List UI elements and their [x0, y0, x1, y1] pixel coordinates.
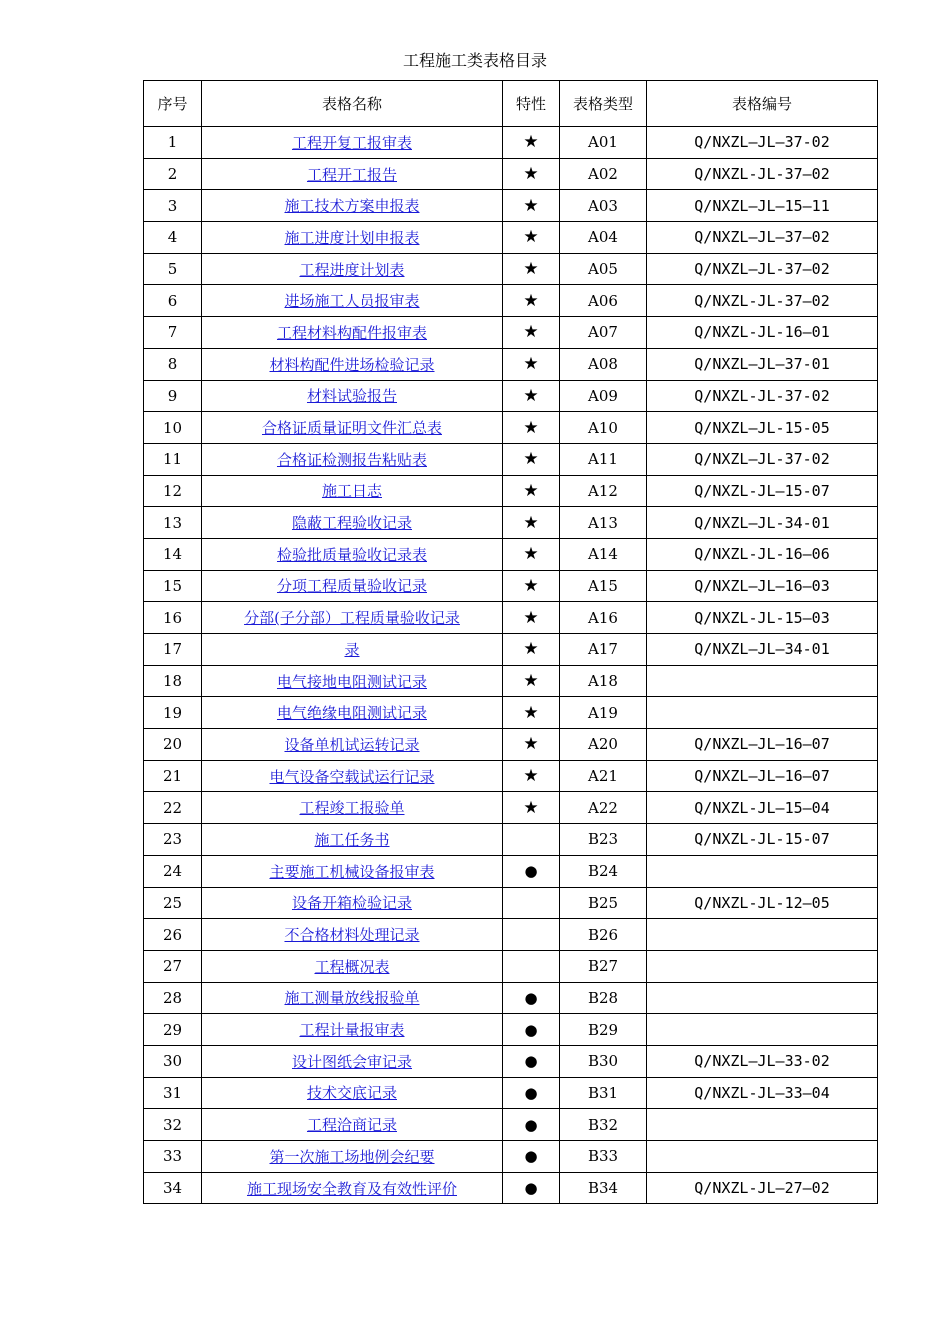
row-number: 6	[144, 285, 202, 317]
feature-cell	[503, 380, 560, 412]
form-name-link[interactable]: 工程开复工报审表	[291, 133, 412, 152]
feature-cell	[503, 760, 560, 792]
form-name-cell	[202, 1014, 503, 1046]
form-name-link[interactable]: 设计图纸会审记录	[291, 1052, 412, 1071]
form-name-cell	[202, 570, 503, 602]
form-name-link[interactable]: 主要施工机械设备报审表	[269, 862, 435, 881]
form-name-cell	[202, 285, 503, 317]
table-row	[144, 792, 878, 824]
form-name-cell	[202, 824, 503, 856]
table-row	[144, 855, 878, 887]
form-type-cell: A20	[560, 729, 647, 761]
star-mark-icon: ★	[523, 417, 539, 438]
form-name-link[interactable]: 施工进度计划申报表	[284, 228, 420, 247]
table-row	[144, 1045, 878, 1077]
header-no: 序号	[144, 81, 202, 127]
row-number: 30	[144, 1045, 202, 1077]
row-number: 8	[144, 348, 202, 380]
feature-cell	[503, 919, 560, 951]
page-title: 工程施工类表格目录	[402, 51, 547, 70]
form-name-link[interactable]: 进场施工人员报审表	[284, 292, 420, 311]
table-row	[144, 538, 878, 570]
form-code-cell: Q/NXZL-JL-37-02	[647, 380, 878, 412]
row-number: 24	[144, 855, 202, 887]
feature-cell	[503, 507, 560, 539]
form-code-cell: Q/NXZL—JL—37-02	[647, 127, 878, 159]
table-row	[144, 1172, 878, 1204]
form-name-cell	[202, 127, 503, 159]
table-row	[144, 1141, 878, 1173]
form-code-cell: Q/NXZL-JL—15—04	[647, 792, 878, 824]
table-row	[144, 443, 878, 475]
form-name-link[interactable]: 工程竣工报验单	[299, 799, 405, 818]
row-number: 22	[144, 792, 202, 824]
feature-cell	[503, 887, 560, 919]
feature-cell	[503, 665, 560, 697]
row-number: 32	[144, 1109, 202, 1141]
row-number: 33	[144, 1141, 202, 1173]
form-type-cell: B33	[560, 1141, 647, 1173]
circle-mark-icon: ●	[524, 1115, 538, 1134]
form-name-cell	[202, 982, 503, 1014]
table-row	[144, 1014, 878, 1046]
feature-cell	[503, 253, 560, 285]
circle-mark-icon: ●	[524, 988, 538, 1007]
row-number: 26	[144, 919, 202, 951]
star-mark-icon: ★	[523, 322, 539, 343]
circle-mark-icon: ●	[524, 1083, 538, 1102]
form-name-link[interactable]: 工程概况表	[314, 957, 390, 976]
feature-cell	[503, 158, 560, 190]
star-mark-icon: ★	[523, 607, 539, 628]
star-mark-icon: ★	[523, 354, 539, 375]
star-mark-icon: ★	[523, 512, 539, 533]
form-name-link[interactable]: 材料试验报告	[306, 387, 397, 406]
form-name-cell	[202, 855, 503, 887]
row-number: 10	[144, 412, 202, 444]
header-feature: 特性	[503, 81, 560, 127]
star-mark-icon: ★	[523, 671, 539, 692]
form-code-cell: Q/NXZL—JL—37—02	[647, 222, 878, 254]
table-row	[144, 222, 878, 254]
form-type-cell: A22	[560, 792, 647, 824]
form-name-cell	[202, 792, 503, 824]
form-code-cell: Q/NXZL—JL-34-01	[647, 507, 878, 539]
star-mark-icon: ★	[523, 544, 539, 565]
feature-cell	[503, 317, 560, 349]
feature-cell	[503, 824, 560, 856]
feature-cell	[503, 222, 560, 254]
row-number: 28	[144, 982, 202, 1014]
row-number: 9	[144, 380, 202, 412]
circle-mark-icon: ●	[524, 1147, 538, 1166]
table-row	[144, 475, 878, 507]
table-row	[144, 1109, 878, 1141]
star-mark-icon: ★	[523, 195, 539, 216]
table-row	[144, 507, 878, 539]
feature-cell	[503, 602, 560, 634]
form-name-link[interactable]: 检验批质量验收记录表	[276, 545, 427, 564]
feature-cell	[503, 475, 560, 507]
form-name-link[interactable]: 录	[344, 640, 360, 659]
form-code-cell: Q/NXZL—JL-37—02	[647, 253, 878, 285]
form-code-cell	[647, 982, 878, 1014]
row-number: 34	[144, 1172, 202, 1204]
form-name-link[interactable]: 电气接地电阻测试记录	[276, 672, 427, 691]
form-name-cell	[202, 348, 503, 380]
form-type-cell: B29	[560, 1014, 647, 1046]
form-name-link[interactable]: 施工技术方案申报表	[284, 197, 420, 216]
table-row	[144, 950, 878, 982]
form-type-cell: B27	[560, 950, 647, 982]
form-type-cell: A16	[560, 602, 647, 634]
table-row	[144, 697, 878, 729]
form-type-cell: B26	[560, 919, 647, 951]
row-number: 17	[144, 634, 202, 666]
row-number: 14	[144, 538, 202, 570]
form-name-link[interactable]: 技术交底记录	[306, 1084, 397, 1103]
form-name-link[interactable]: 材料构配件进场检验记录	[269, 355, 435, 374]
table-row	[144, 824, 878, 856]
table-row	[144, 729, 878, 761]
feature-cell	[503, 538, 560, 570]
table-row	[144, 253, 878, 285]
feature-cell	[503, 190, 560, 222]
form-code-cell: Q/NXZL-JL-37—02	[647, 158, 878, 190]
star-mark-icon: ★	[523, 385, 539, 406]
form-name-link[interactable]: 分项工程质量验收记录	[276, 577, 427, 596]
feature-cell	[503, 443, 560, 475]
feature-cell	[503, 285, 560, 317]
circle-mark-icon: ●	[524, 1020, 538, 1039]
form-name-link[interactable]: 电气绝缘电阻测试记录	[276, 704, 427, 723]
form-name-cell	[202, 919, 503, 951]
form-name-link[interactable]: 不合格材料处理记录	[284, 926, 420, 945]
form-name-cell	[202, 1109, 503, 1141]
form-name-link[interactable]: 设备开箱检验记录	[291, 894, 412, 913]
form-name-link[interactable]: 工程洽商记录	[306, 1116, 397, 1135]
form-name-cell	[202, 538, 503, 570]
circle-mark-icon: ●	[524, 862, 538, 881]
form-code-cell: Q/NXZL-JL-15-07	[647, 824, 878, 856]
form-code-cell: Q/NXZL-JL-15—03	[647, 602, 878, 634]
form-type-cell: A02	[560, 158, 647, 190]
table-row	[144, 348, 878, 380]
form-code-cell	[647, 855, 878, 887]
feature-cell	[503, 950, 560, 982]
form-name-link[interactable]: 施工测量放线报验单	[284, 989, 420, 1008]
table-row	[144, 982, 878, 1014]
star-mark-icon: ★	[523, 575, 539, 596]
feature-cell	[503, 1014, 560, 1046]
table-header-row	[144, 81, 878, 127]
form-type-cell: A05	[560, 253, 647, 285]
row-number: 12	[144, 475, 202, 507]
form-name-link[interactable]: 施工现场安全教育及有效性评价	[246, 1179, 457, 1198]
form-code-cell: Q/NXZL-JL—33—04	[647, 1077, 878, 1109]
form-code-cell: Q/NXZL—JL—37-01	[647, 348, 878, 380]
star-mark-icon: ★	[523, 702, 539, 723]
table-row	[144, 127, 878, 159]
form-name-cell	[202, 412, 503, 444]
form-type-cell: A07	[560, 317, 647, 349]
circle-mark-icon: ●	[524, 1052, 538, 1071]
form-catalog-table	[143, 80, 878, 1204]
form-name-cell	[202, 729, 503, 761]
feature-cell	[503, 792, 560, 824]
form-type-cell: A19	[560, 697, 647, 729]
row-number: 1	[144, 127, 202, 159]
form-code-cell: Q/NXZL-JL-37—02	[647, 285, 878, 317]
form-code-cell	[647, 950, 878, 982]
form-name-cell	[202, 1141, 503, 1173]
header-name: 表格名称	[202, 81, 503, 127]
table-row	[144, 919, 878, 951]
form-type-cell: A21	[560, 760, 647, 792]
table-row	[144, 158, 878, 190]
form-code-cell: Q/NXZL—JL-37-02	[647, 443, 878, 475]
form-name-cell	[202, 697, 503, 729]
feature-cell	[503, 729, 560, 761]
form-name-cell	[202, 602, 503, 634]
form-code-cell: Q/NXZL—JL-15-05	[647, 412, 878, 444]
row-number: 25	[144, 887, 202, 919]
form-type-cell: A17	[560, 634, 647, 666]
form-type-cell: B25	[560, 887, 647, 919]
feature-cell	[503, 127, 560, 159]
form-type-cell: A18	[560, 665, 647, 697]
form-name-cell	[202, 760, 503, 792]
feature-cell	[503, 1045, 560, 1077]
form-code-cell: Q/NXZL—JL—16—07	[647, 760, 878, 792]
feature-cell	[503, 348, 560, 380]
form-code-cell: Q/NXZL-JL-16—06	[647, 538, 878, 570]
row-number: 5	[144, 253, 202, 285]
table-row	[144, 602, 878, 634]
form-type-cell: B30	[560, 1045, 647, 1077]
star-mark-icon: ★	[523, 480, 539, 501]
form-name-cell	[202, 222, 503, 254]
form-name-link[interactable]: 分部(子分部）工程质量验收记录	[244, 609, 460, 628]
form-type-cell: A12	[560, 475, 647, 507]
form-type-cell: A03	[560, 190, 647, 222]
form-type-cell: B28	[560, 982, 647, 1014]
form-type-cell: A14	[560, 538, 647, 570]
form-code-cell: Q/NXZL-JL—27—02	[647, 1172, 878, 1204]
row-number: 18	[144, 665, 202, 697]
form-name-cell	[202, 443, 503, 475]
form-name-link[interactable]: 工程进度计划表	[299, 260, 405, 279]
row-number: 11	[144, 443, 202, 475]
form-name-link[interactable]: 第一次施工场地例会纪要	[269, 1147, 435, 1166]
row-number: 20	[144, 729, 202, 761]
table-row	[144, 634, 878, 666]
row-number: 7	[144, 317, 202, 349]
form-type-cell: A01	[560, 127, 647, 159]
row-number: 15	[144, 570, 202, 602]
form-name-cell	[202, 1172, 503, 1204]
star-mark-icon: ★	[523, 259, 539, 280]
feature-cell	[503, 1109, 560, 1141]
form-type-cell: A11	[560, 443, 647, 475]
table-row	[144, 317, 878, 349]
form-name-cell	[202, 507, 503, 539]
table-row	[144, 570, 878, 602]
table-row	[144, 412, 878, 444]
form-code-cell: Q/NXZL—JL—16—07	[647, 729, 878, 761]
form-type-cell: A09	[560, 380, 647, 412]
star-mark-icon: ★	[523, 766, 539, 787]
table-row	[144, 665, 878, 697]
table-row	[144, 380, 878, 412]
form-code-cell: Q/NXZL-JL—15-07	[647, 475, 878, 507]
table-row	[144, 285, 878, 317]
row-number: 13	[144, 507, 202, 539]
star-mark-icon: ★	[523, 132, 539, 153]
form-code-cell: Q/NXZL-JL-16—01	[647, 317, 878, 349]
feature-cell	[503, 412, 560, 444]
star-mark-icon: ★	[523, 734, 539, 755]
form-code-cell: Q/NXZL-JL-12—05	[647, 887, 878, 919]
feature-cell	[503, 697, 560, 729]
form-name-cell	[202, 665, 503, 697]
row-number: 29	[144, 1014, 202, 1046]
form-type-cell: A10	[560, 412, 647, 444]
row-number: 27	[144, 950, 202, 982]
star-mark-icon: ★	[523, 797, 539, 818]
form-code-cell: Q/NXZL—JL—33-02	[647, 1045, 878, 1077]
row-number: 23	[144, 824, 202, 856]
form-name-cell	[202, 317, 503, 349]
table-row	[144, 190, 878, 222]
form-name-link[interactable]: 合格证检测报告粘贴表	[276, 450, 427, 469]
form-name-cell	[202, 1077, 503, 1109]
form-type-cell: B24	[560, 855, 647, 887]
feature-cell	[503, 855, 560, 887]
form-name-link[interactable]: 设备单机试运转记录	[284, 735, 420, 754]
feature-cell	[503, 1141, 560, 1173]
form-name-link[interactable]: 施工日志	[321, 482, 382, 501]
form-type-cell: A15	[560, 570, 647, 602]
form-name-cell	[202, 887, 503, 919]
feature-cell	[503, 634, 560, 666]
form-name-cell	[202, 253, 503, 285]
form-name-link[interactable]: 工程材料构配件报审表	[276, 323, 427, 342]
form-type-cell: A13	[560, 507, 647, 539]
form-code-cell	[647, 1141, 878, 1173]
form-name-link[interactable]: 隐蔽工程验收记录	[291, 514, 412, 533]
star-mark-icon: ★	[523, 290, 539, 311]
star-mark-icon: ★	[523, 164, 539, 185]
row-number: 21	[144, 760, 202, 792]
form-name-cell	[202, 190, 503, 222]
row-number: 16	[144, 602, 202, 634]
header-code: 表格编号	[647, 81, 878, 127]
form-name-link[interactable]: 工程计量报审表	[299, 1021, 405, 1040]
form-code-cell	[647, 1014, 878, 1046]
form-type-cell: A04	[560, 222, 647, 254]
row-number: 2	[144, 158, 202, 190]
form-type-cell: B34	[560, 1172, 647, 1204]
form-code-cell	[647, 1109, 878, 1141]
row-number: 3	[144, 190, 202, 222]
header-type: 表格类型	[560, 81, 647, 127]
form-code-cell	[647, 919, 878, 951]
form-code-cell: Q/NXZL—JL—34-01	[647, 634, 878, 666]
star-mark-icon: ★	[523, 227, 539, 248]
form-name-cell	[202, 950, 503, 982]
form-name-cell	[202, 634, 503, 666]
row-number: 19	[144, 697, 202, 729]
feature-cell	[503, 1172, 560, 1204]
form-type-cell: A06	[560, 285, 647, 317]
form-name-link[interactable]: 工程开工报告	[306, 165, 397, 184]
form-code-cell: Q/NXZL—JL—16—03	[647, 570, 878, 602]
form-name-link[interactable]: 合格证质量证明文件汇总表	[261, 419, 442, 438]
form-name-cell	[202, 475, 503, 507]
row-number: 31	[144, 1077, 202, 1109]
form-type-cell: B32	[560, 1109, 647, 1141]
form-name-link[interactable]: 施工任务书	[314, 830, 390, 849]
feature-cell	[503, 982, 560, 1014]
table-row	[144, 1077, 878, 1109]
form-name-cell	[202, 158, 503, 190]
form-name-cell	[202, 1045, 503, 1077]
form-type-cell: B23	[560, 824, 647, 856]
form-name-link[interactable]: 电气设备空载试运行记录	[269, 767, 435, 786]
form-name-cell	[202, 380, 503, 412]
feature-cell	[503, 1077, 560, 1109]
star-mark-icon: ★	[523, 449, 539, 470]
form-code-cell	[647, 697, 878, 729]
table-row	[144, 760, 878, 792]
row-number: 4	[144, 222, 202, 254]
circle-mark-icon: ●	[524, 1179, 538, 1198]
form-type-cell: A08	[560, 348, 647, 380]
table-row	[144, 887, 878, 919]
form-code-cell	[647, 665, 878, 697]
feature-cell	[503, 570, 560, 602]
form-type-cell: B31	[560, 1077, 647, 1109]
form-code-cell: Q/NXZL—JL—15—11	[647, 190, 878, 222]
star-mark-icon: ★	[523, 639, 539, 660]
